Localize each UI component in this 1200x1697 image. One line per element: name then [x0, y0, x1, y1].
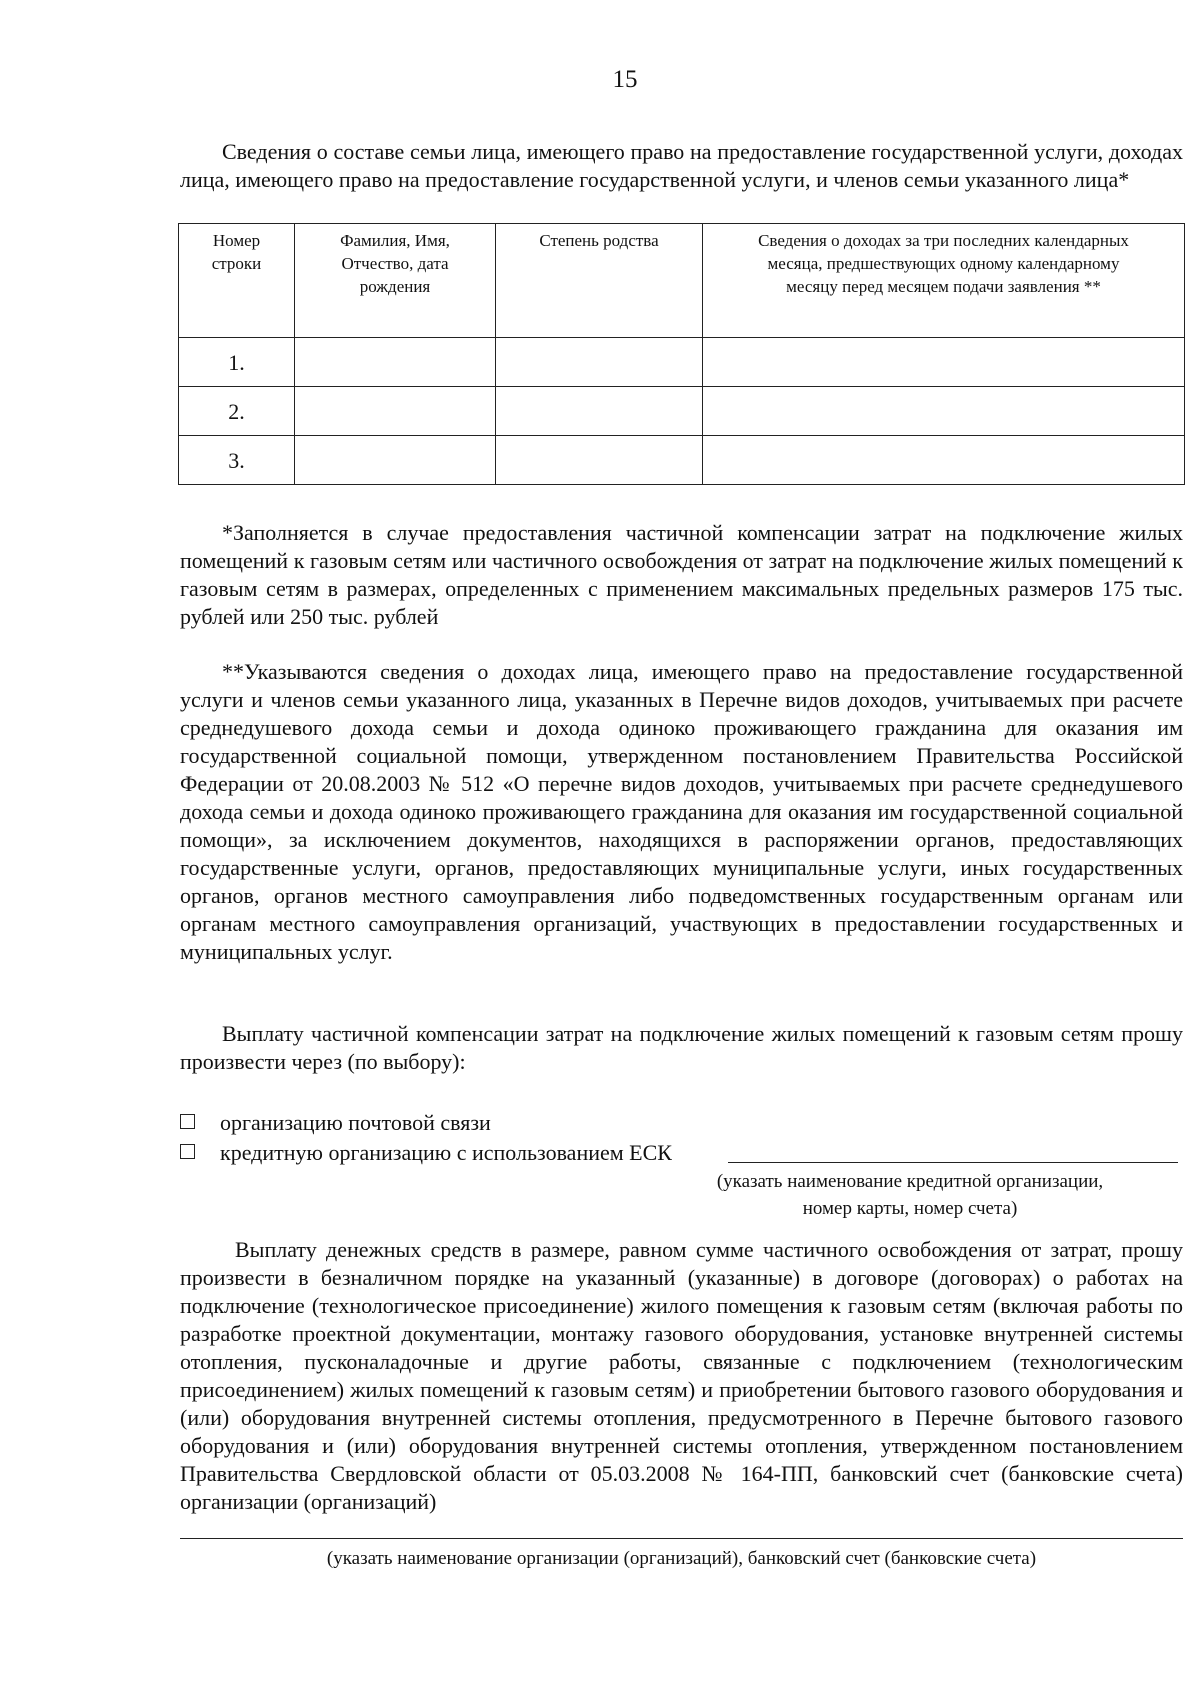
full-name-cell[interactable] — [295, 436, 496, 485]
header-relation: Степень родства — [496, 224, 703, 338]
credit-org-hint: (указать наименование кредитной организации, номер карты, номер счета) — [716, 1171, 1104, 1219]
postal-checkbox[interactable] — [180, 1114, 195, 1129]
option-credit[interactable] — [180, 1139, 672, 1167]
row-number: 2. — [179, 387, 295, 436]
credit-option-label: кредитную организацию с использованием ЕСК — [220, 1140, 672, 1165]
relation-cell[interactable] — [496, 387, 703, 436]
table-row — [179, 387, 1185, 436]
relation-cell[interactable] — [496, 338, 703, 387]
postal-option-label: организацию почтовой связи — [220, 1110, 491, 1135]
table-row — [179, 338, 1185, 387]
page-number: 15 — [612, 66, 638, 93]
credit-org-input-line[interactable] — [728, 1162, 1178, 1163]
full-name-cell[interactable] — [295, 387, 496, 436]
footnote-double-asterisk: **Указываются сведения о доходах лица, имеющего право на предоставление государственной услуги и членов семьи указанного лица, указанных в Перечне видов доходов, учитываемых при расчете среднедушевого дохода семьи и дохода одиноко проживающего гражданина для оказания им государственной социальной помощи, утвержденном постановлением Правительства Российской Федерации от 20.08.2003 № 512 «О перечне видов доходов, учитываемых при расчете среднедушевого дохода семьи и дохода одиноко проживающего гражданина для оказания им государственной социальной помощи», за исключением документов, находящихся в распоряжении органов, предоставляющих государственные услуги, органов, предоставляющих муниципальные услуги, иных государственных органов, органов местного самоуправления либо подведомственных государственным органам или органам местного самоуправления организаций, участвующих в предоставлении государственных и муниципальных услуг. — [180, 659, 1183, 964]
family-table — [178, 223, 1185, 485]
row-number: 3. — [179, 436, 295, 485]
header-full-name: Фамилия, Имя, Отчество, дата рождения — [295, 224, 496, 338]
income-cell[interactable] — [703, 436, 1185, 485]
table-header-row — [179, 224, 1185, 338]
family-info-heading: Сведения о составе семьи лица, имеющего право на предоставление государственной услуги, доходах лица, имеющего право на предоставление государственной услуги, и членов семьи указанного лица* — [180, 139, 1183, 192]
header-row-number: Номер строки — [179, 224, 295, 338]
payment-method-request: Выплату частичной компенсации затрат на подключение жилых помещений к газовым сетям прошу произвести через (по выбору): — [180, 1021, 1183, 1074]
money-transfer-request: Выплату денежных средств в размере, равном сумме частичного освобождения от затрат, прошу произвести в безналичном порядке на указанный (указанные) в договоре (договорах) о работах на подключение (технологическое присоединение) жилого помещения к газовым сетям (включая работы по разработке проектной документации, монтажу газового оборудования, установке внутренней системы отопления, пусконаладочные и другие работы, связанные с подключением (технологическим присоединением) жилых помещений к газовым сетям) и приобретении бытового газового оборудования и (или) оборудования внутренней системы отопления, предусмотренного в Перечне бытового газового оборудования и (или) оборудования внутренней системы отопления, утвержденном постановлением Правительства Свердловской области от 05.03.2008 № 164-ПП, банковский счет (банковские счета) организации (организаций) — [180, 1237, 1183, 1514]
relation-cell[interactable] — [496, 436, 703, 485]
header-income: Сведения о доходах за три последних календарных месяца, предшествующих одному календарному месяцу перед месяцем подачи заявления ** — [703, 224, 1185, 338]
income-cell[interactable] — [703, 338, 1185, 387]
income-cell[interactable] — [703, 387, 1185, 436]
footnote-single-asterisk: *Заполняется в случае предоставления частичной компенсации затрат на подключение жилых помещений к газовым сетям или частичного освобождения от затрат на подключение жилых помещений к газовым сетям в размерах, определенных с применением максимальных предельных размеров 175 тыс. рублей или 250 тыс. рублей — [180, 520, 1183, 629]
row-number: 1. — [179, 338, 295, 387]
table-row — [179, 436, 1185, 485]
option-postal[interactable] — [180, 1109, 491, 1137]
credit-checkbox[interactable] — [180, 1144, 195, 1159]
full-name-cell[interactable] — [295, 338, 496, 387]
organization-hint: (указать наименование организации (организаций), банковский счет (банковские счета) — [326, 1548, 1037, 1569]
organization-input-line[interactable] — [180, 1538, 1183, 1539]
